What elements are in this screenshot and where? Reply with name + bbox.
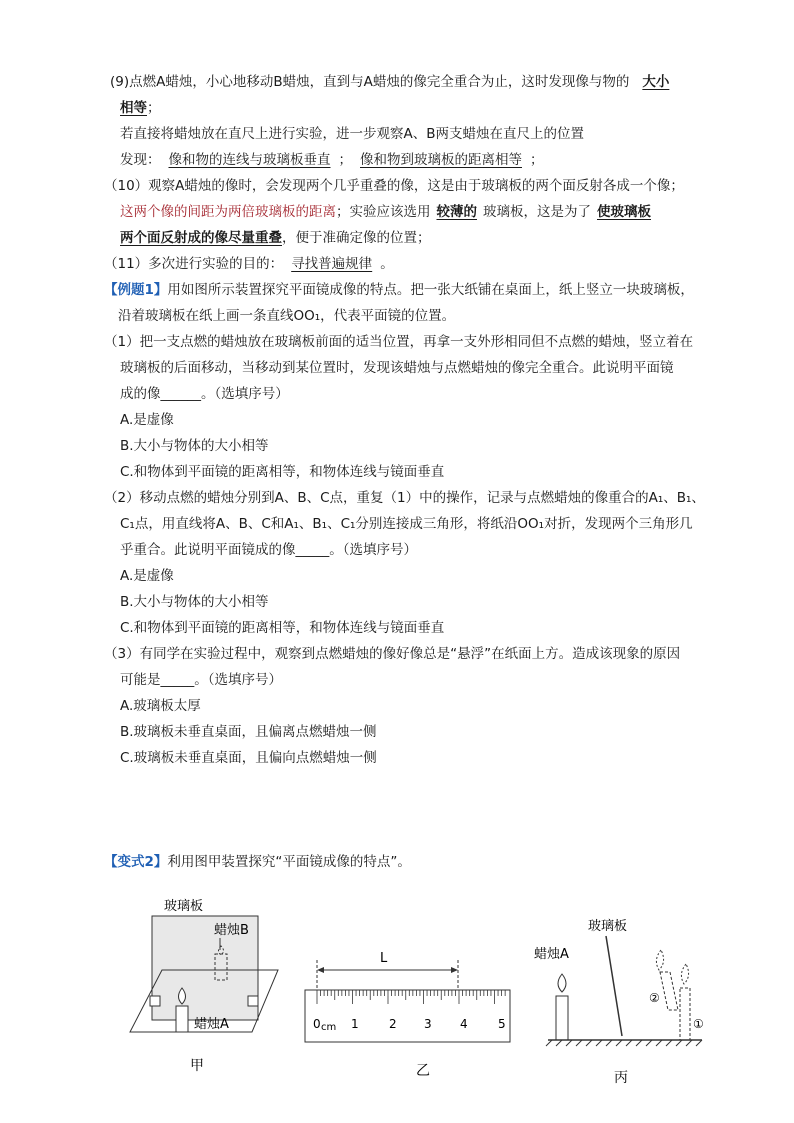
q3-option-b: B.玻璃板未垂直桌面，且偏离点燃蜡烛一侧 bbox=[120, 724, 377, 740]
q1-line2: 玻璃板的后面移动，当移动到某位置时，发现该蜡烛与点燃蜡烛的像完全重合。此说明平面镜 bbox=[120, 360, 674, 376]
clip-right bbox=[248, 996, 258, 1006]
variant2: 【变式2】利用图甲装置探究“平面镜成像的特点”。 bbox=[104, 854, 411, 870]
q2-line1: （2）移动点燃的蜡烛分别到A、B、C点，重复（1）中的操作，记录与点燃蜡烛的像重合的A₁、B₁、 bbox=[104, 490, 705, 506]
q2-line3: 乎重合。此说明平面镜成的像_____。（选填序号） bbox=[120, 542, 417, 558]
q1-line3: 成的像______。（选填序号） bbox=[120, 386, 289, 402]
figure-bing bbox=[530, 910, 710, 1090]
figure-jia bbox=[120, 890, 290, 1080]
example-tag: 【例题1】 bbox=[104, 282, 168, 298]
table-hatch bbox=[546, 1040, 702, 1046]
tick-label: 5 bbox=[498, 1017, 506, 1031]
item-9-line4: 发现： 像和物的连线与玻璃板垂直 ； 像和物到玻璃板的距离相等 ； bbox=[120, 152, 544, 168]
answer-blank: 像和物的连线与玻璃板垂直 bbox=[168, 152, 331, 168]
image-1-candle bbox=[680, 988, 690, 1040]
label-1: ① bbox=[693, 1017, 704, 1031]
clip-left bbox=[150, 996, 160, 1006]
tilted-glass bbox=[606, 936, 622, 1036]
q1-option-c: C.和物体到平面镜的距离相等，和物体连线与镜面垂直 bbox=[120, 464, 445, 480]
image-2-flame-icon bbox=[656, 950, 663, 970]
candle-a bbox=[176, 1006, 188, 1032]
answer-blank: 使玻璃板 bbox=[597, 204, 651, 220]
candle-a-label: 蜡烛A bbox=[194, 1017, 229, 1032]
candle-a bbox=[556, 996, 568, 1040]
item-9-line2: 相等； bbox=[120, 100, 161, 116]
q2-option-a: A.是虚像 bbox=[120, 568, 174, 584]
image-2-candle bbox=[660, 972, 678, 1010]
item-9-line1: (9)点燃A蜡烛，小心地移动B蜡烛，直到与A蜡烛的像完全重合为止，这时发现像与物的 大小 bbox=[110, 74, 670, 90]
caption-jia: 甲 bbox=[190, 1058, 204, 1074]
item-11: （11）多次进行实验的目的： 寻找普遍规律 。 bbox=[104, 256, 394, 272]
item-10-line1: （10）观察A蜡烛的像时，会发现两个几乎重叠的像，这是由于玻璃板的两个面反射各成一个像； bbox=[104, 178, 684, 194]
caption-bing: 丙 bbox=[614, 1070, 628, 1086]
figure-yi bbox=[300, 940, 515, 1080]
variant-tag: 【变式2】 bbox=[104, 854, 168, 870]
q2-line2: C₁点，用直线将A、B、C和A₁、B₁、C₁分别连接成三角形，将纸沿OO₁对折，发现两个三角形几 bbox=[120, 516, 693, 532]
q2-option-c: C.和物体到平面镜的距离相等，和物体连线与镜面垂直 bbox=[120, 620, 445, 636]
tick-label: 2 bbox=[389, 1017, 397, 1031]
item-10-line3: 两个面反射成的像尽量重叠，便于准确定像的位置； bbox=[120, 230, 431, 246]
tick-label: 4 bbox=[460, 1017, 468, 1031]
candle-a-label: 蜡烛A bbox=[534, 947, 569, 962]
answer-blank: 较薄的 bbox=[436, 204, 477, 220]
tick-label: 1 bbox=[351, 1017, 359, 1031]
item-9-line3: 若直接将蜡烛放在直尺上进行实验，进一步观察A、B两支蜡烛在直尺上的位置 bbox=[120, 126, 584, 142]
q2-option-b: B.大小与物体的大小相等 bbox=[120, 594, 269, 610]
ruler-body bbox=[305, 990, 510, 1042]
answer-blank: 大小 bbox=[642, 74, 670, 90]
tick-label: 3 bbox=[424, 1017, 432, 1031]
answer-blank: 寻找普遍规律 bbox=[291, 256, 373, 272]
q3-line2: 可能是_____。（选填序号） bbox=[120, 672, 282, 688]
q3-line1: （3）有同学在实验过程中，观察到点燃蜡烛的像好像总是“悬浮”在纸面上方。造成该现象的原因 bbox=[104, 646, 681, 662]
tick-label: 0 bbox=[313, 1017, 321, 1031]
label-2: ② bbox=[649, 991, 660, 1005]
image-1-flame-icon bbox=[681, 964, 688, 984]
candle-b-label: 蜡烛B bbox=[214, 923, 249, 938]
glass-label: 玻璃板 bbox=[164, 899, 204, 914]
unit-label: cm bbox=[321, 1022, 337, 1033]
arrow-head-right-icon bbox=[451, 967, 458, 973]
answer-blank: 像和物到玻璃板的距离相等 bbox=[360, 152, 522, 168]
answer-blank: 两个面反射成的像尽量重叠 bbox=[120, 230, 282, 246]
length-label: L bbox=[380, 951, 388, 966]
q3-option-c: C.玻璃板未垂直桌面，且偏向点燃蜡烛一侧 bbox=[120, 750, 377, 766]
item-10-line2: 这两个像的间距为两倍玻璃板的距离；实验应该选用 较薄的 玻璃板，这是为了 使玻璃板 bbox=[120, 204, 651, 220]
example1-intro1: 【例题1】用如图所示装置探究平面镜成像的特点。把一张大纸铺在桌面上，纸上竖立一块玻璃板， bbox=[104, 282, 694, 298]
arrow-head-left-icon bbox=[317, 967, 324, 973]
glass-label: 玻璃板 bbox=[588, 919, 628, 934]
example1-intro2: 沿着玻璃板在纸上画一条直线OO₁，代表平面镜的位置。 bbox=[118, 308, 456, 324]
candle-a-flame-icon bbox=[558, 974, 566, 992]
answer-blank: 相等 bbox=[120, 100, 147, 116]
q1-line1: （1）把一支点燃的蜡烛放在玻璃板前面的适当位置，再拿一支外形相同但不点燃的蜡烛，竖立着在 bbox=[104, 334, 694, 350]
q1-option-a: A.是虚像 bbox=[120, 412, 174, 428]
q1-option-b: B.大小与物体的大小相等 bbox=[120, 438, 269, 454]
caption-yi: 乙 bbox=[416, 1063, 430, 1079]
q3-option-a: A.玻璃板太厚 bbox=[120, 698, 201, 714]
